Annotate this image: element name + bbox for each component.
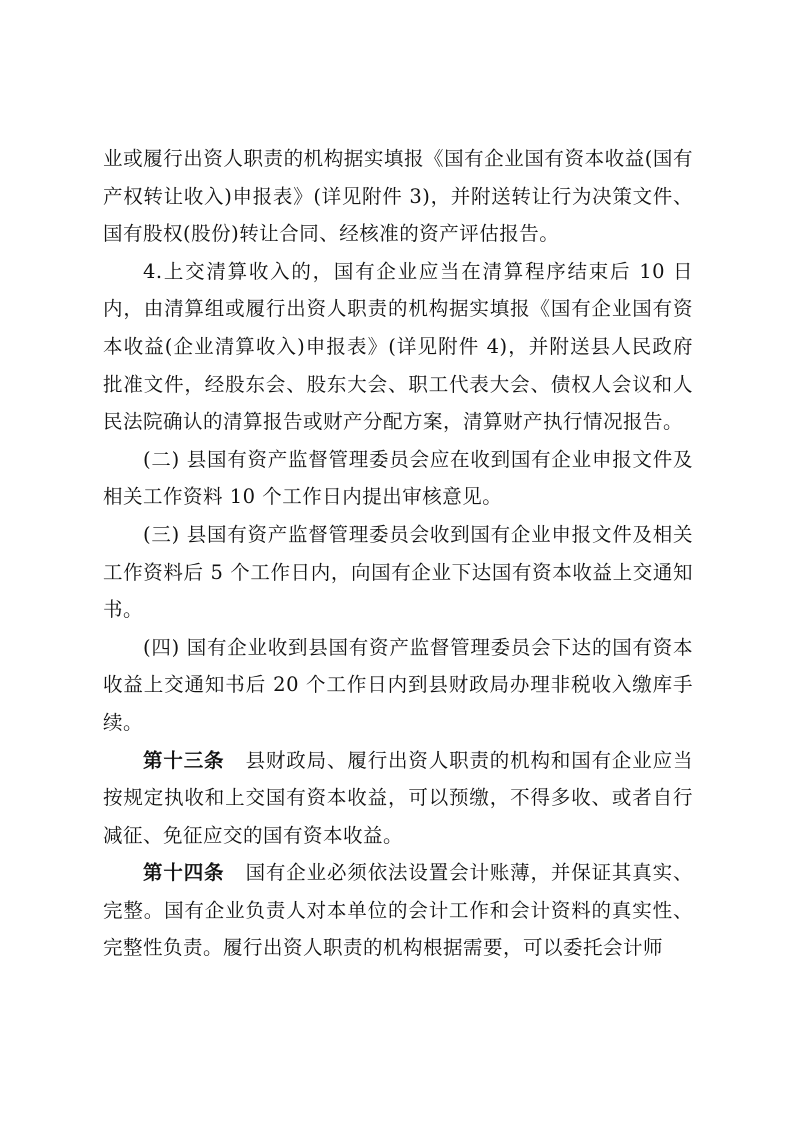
paragraph-item-2 xyxy=(103,441,693,516)
article-13 xyxy=(103,742,693,855)
article-13-heading: 第十三条 xyxy=(143,748,225,772)
article-spacer xyxy=(224,861,245,884)
article-14 xyxy=(103,854,693,967)
paragraph-text: (二) 县国有资产监督管理委员会应在收到国有企业申报文件及相关工作资料 10 个工作日内提出审核意见。 xyxy=(103,447,693,509)
paragraph-text: (四) 国有企业收到县国有资产监督管理委员会下达的国有资本收益上交通知书后 20 个工作日内到县财政局办理非税收入缴库手续。 xyxy=(103,635,693,734)
paragraph-text: (三) 县国有资产监督管理委员会收到国有企业申报文件及相关工作资料后 5 个工作日内，向国有企业下达国有资本收益上交通知书。 xyxy=(103,522,693,622)
article-13-text: 县财政局、履行出资人职责的机构和国有企业应当按规定执收和上交国有资本收益，可以预缴，不得多收、或者自行减征、免征应交的国有资本收益。 xyxy=(103,748,693,847)
article-14-heading: 第十四条 xyxy=(143,861,225,885)
paragraph-item-3 xyxy=(103,516,693,629)
paragraph-liquidation-income xyxy=(103,253,693,441)
article-spacer xyxy=(224,749,245,772)
article-14-text: 国有企业必须依法设置会计账薄，并保证其真实、完整。国有企业负责人对本单位的会计工作和会计资料的真实性、完整性负责。履行出资人职责的机构根据需要，可以委托会计师 xyxy=(103,861,693,960)
paragraph-transfer-income-continued xyxy=(103,140,693,253)
paragraph-item-4 xyxy=(103,629,693,742)
paragraph-text: 4.上交清算收入的，国有企业应当在清算程序结束后 10 日内，由清算组或履行出资人职责的机构据实填报《国有企业国有资本收益(企业清算收入)申报表》(详见附件 4)，并附送县人民政府批准文件，经股东会、股东大会、职工代表大会、债权人会议和人民法院确认的清算报告或财产分配方案，清算财产执行情况报告。 xyxy=(103,259,693,434)
document-body xyxy=(103,140,693,967)
paragraph-text: 业或履行出资人职责的机构据实填报《国有企业国有资本收益(国有产权转让收入)申报表》(详见附件 3)，并附送转让行为决策文件、国有股权(股份)转让合同、经核准的资产评估报告。 xyxy=(103,147,693,246)
